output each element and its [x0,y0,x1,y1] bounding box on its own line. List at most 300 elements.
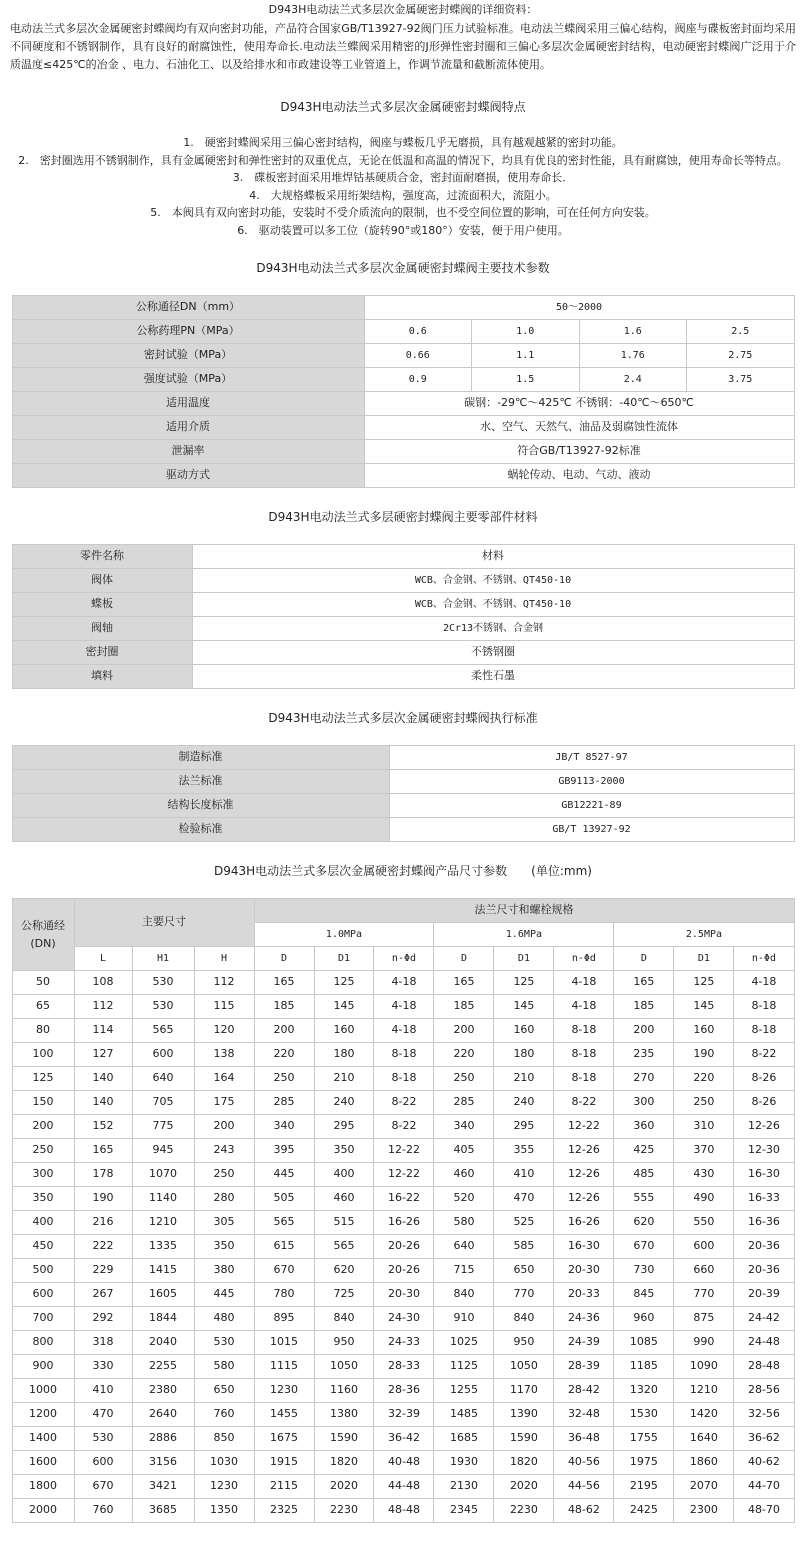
table-cell: 460 [434,1163,494,1187]
part-material: 不锈钢圈 [192,641,794,665]
table-cell: 425 [614,1139,674,1163]
column-header: D [434,947,494,971]
table-cell: 1640 [674,1427,734,1451]
table-cell: 1125 [434,1355,494,1379]
table-cell: 850 [194,1427,254,1451]
table-cell: 1210 [132,1211,194,1235]
table-cell: 48-70 [734,1499,794,1523]
param-value: 2.4 [579,368,687,392]
table-cell: 950 [494,1331,554,1355]
table-cell: 8-18 [554,1067,614,1091]
param-value: 0.6 [364,320,472,344]
table-cell: 165 [74,1139,132,1163]
column-header: n-Φd [554,947,614,971]
table-row [12,440,794,464]
table-cell: 555 [614,1187,674,1211]
table-cell: 114 [74,1019,132,1043]
table-cell: 8-22 [554,1091,614,1115]
table-cell: 220 [434,1043,494,1067]
table-cell: 1605 [132,1283,194,1307]
table-cell: 267 [74,1283,132,1307]
table-cell: 220 [674,1067,734,1091]
table-cell: 160 [674,1019,734,1043]
table-cell: 24-36 [554,1307,614,1331]
table-cell: 660 [674,1259,734,1283]
table-row [12,818,794,842]
table-cell: 8-18 [734,1019,794,1043]
table-cell: 1455 [254,1403,314,1427]
intro-body: 电动法兰式多层次金属硬密封蝶阀均有双向密封功能，产品符合国家GB/T13927-92阀门压力试验标准。电动法兰蝶阀采用三偏心结构，阀座与碟板密封面均采用不同硬度和不锈钢制作，具有良好的耐腐蚀性，使用寿命长.电动法兰蝶阀采用精密的J形弹性密封圈和三偏心多层次金属硬密封结构，电动硬密封蝶阀广泛用于介质温度≤425℃的冶金 、电力、石油化工、以及给排水和市政建设等工业管道上，作调节流量和截断流体使用。 [10,22,796,71]
param-value: 0.9 [364,368,472,392]
table-cell: 300 [614,1091,674,1115]
param-label: 泄漏率 [12,440,364,464]
standards-table [12,745,795,842]
param-value: 碳钢：-29℃～425℃ 不锈钢：-40℃～650℃ [364,392,794,416]
table-cell: 125 [12,1067,74,1091]
table-cell: 28-39 [554,1355,614,1379]
table-row [12,995,794,1019]
table-cell: 8-18 [554,1043,614,1067]
table-cell: 1415 [132,1259,194,1283]
table-cell: 1755 [614,1427,674,1451]
materials-title: D943H电动法兰式多层硬密封蝶阀主要零部件材料 [268,510,538,524]
table-cell: 600 [74,1451,132,1475]
table-cell: 530 [194,1331,254,1355]
part-name: 填料 [12,665,192,689]
param-value: 0.66 [364,344,472,368]
table-cell: 20-30 [554,1259,614,1283]
table-row [12,320,794,344]
table-cell: 200 [194,1115,254,1139]
column-header: L [74,947,132,971]
table-cell: 615 [254,1235,314,1259]
table-cell: 445 [194,1283,254,1307]
table-cell: 138 [194,1043,254,1067]
dn-header: 公称通经(DN) [12,899,74,971]
param-label: 公称通径DN（mm） [12,296,364,320]
table-cell: 12-26 [734,1115,794,1139]
pressure-header: 2.5MPa [614,923,794,947]
table-cell: 1485 [434,1403,494,1427]
table-row [12,1451,794,1475]
table-row [12,1307,794,1331]
table-cell: 285 [254,1091,314,1115]
table-cell: 670 [74,1475,132,1499]
param-label: 适用温度 [12,392,364,416]
table-cell: 160 [314,1019,374,1043]
table-cell: 250 [434,1067,494,1091]
table-cell: 350 [194,1235,254,1259]
standard-value: GB/T 13927-92 [389,818,794,842]
table-cell: 318 [74,1331,132,1355]
table-cell: 1600 [12,1451,74,1475]
column-header: D1 [314,947,374,971]
part-name: 阀体 [12,569,192,593]
table-cell: 200 [614,1019,674,1043]
table-cell: 715 [434,1259,494,1283]
table-cell: 2000 [12,1499,74,1523]
table-cell: 1380 [314,1403,374,1427]
table-cell: 24-48 [734,1331,794,1355]
table-row [12,1427,794,1451]
table-cell: 165 [434,971,494,995]
table-row [12,593,794,617]
table-cell: 36-62 [734,1427,794,1451]
table-cell: 1085 [614,1331,674,1355]
table-cell: 330 [74,1355,132,1379]
standard-label: 法兰标准 [12,770,389,794]
table-cell: 760 [194,1403,254,1427]
table-cell: 520 [434,1187,494,1211]
table-cell: 243 [194,1139,254,1163]
table-cell: 240 [314,1091,374,1115]
table-cell: 185 [254,995,314,1019]
param-value: 2.75 [687,344,795,368]
table-cell: 16-26 [374,1211,434,1235]
param-value: 50～2000 [364,296,794,320]
table-cell: 565 [314,1235,374,1259]
table-cell: 990 [674,1331,734,1355]
table-cell: 1000 [12,1379,74,1403]
table-cell: 180 [314,1043,374,1067]
table-row [12,770,794,794]
param-value: 蜗轮传动、电动、气动、液动 [364,464,794,488]
table-cell: 2345 [434,1499,494,1523]
table-cell: 125 [674,971,734,995]
standard-label: 制造标准 [12,746,389,770]
table-cell: 1140 [132,1187,194,1211]
table-cell: 4-18 [374,971,434,995]
table-cell: 945 [132,1139,194,1163]
table-cell: 410 [494,1163,554,1187]
table-cell: 164 [194,1067,254,1091]
table-cell: 620 [314,1259,374,1283]
table-cell: 840 [434,1283,494,1307]
table-cell: 670 [614,1235,674,1259]
part-name: 阀轴 [12,617,192,641]
table-cell: 565 [254,1211,314,1235]
table-cell: 8-26 [734,1067,794,1091]
table-row [12,1379,794,1403]
table-cell: 705 [132,1091,194,1115]
table-cell: 24-30 [374,1307,434,1331]
table-cell: 600 [132,1043,194,1067]
table-row [12,617,794,641]
table-cell: 3685 [132,1499,194,1523]
table-cell: 20-30 [374,1283,434,1307]
column-header: 零件名称 [12,545,192,569]
table-row [12,416,794,440]
table-cell: 2230 [314,1499,374,1523]
table-cell: 430 [674,1163,734,1187]
table-cell: 770 [674,1283,734,1307]
table-cell: 3156 [132,1451,194,1475]
table-cell: 28-36 [374,1379,434,1403]
table-cell: 895 [254,1307,314,1331]
table-cell: 650 [194,1379,254,1403]
param-value: 符合GB/T13927-92标准 [364,440,794,464]
table-cell: 2070 [674,1475,734,1499]
param-value: 1.6 [579,320,687,344]
column-header: n-Φd [374,947,434,971]
table-cell: 1930 [434,1451,494,1475]
table-cell: 8-18 [734,995,794,1019]
table-row [12,665,794,689]
column-header: D [254,947,314,971]
table-cell: 32-39 [374,1403,434,1427]
table-cell: 1685 [434,1427,494,1451]
param-label: 公称药理PN（MPa） [12,320,364,344]
table-cell: 32-56 [734,1403,794,1427]
table-cell: 20-26 [374,1235,434,1259]
table-row [12,1019,794,1043]
table-cell: 220 [254,1043,314,1067]
table-row [12,1163,794,1187]
table-cell: 145 [494,995,554,1019]
table-cell: 12-26 [554,1187,614,1211]
table-cell: 250 [254,1067,314,1091]
feature-item: 1. 硬密封蝶阀采用三偏心密封结构，阀座与蝶板几乎无磨损，具有越观越紧的密封功能。 [183,136,623,149]
param-label: 适用介质 [12,416,364,440]
table-cell: 36-48 [554,1427,614,1451]
table-row [12,1283,794,1307]
table-cell: 670 [254,1259,314,1283]
table-cell: 565 [132,1019,194,1043]
standard-value: GB9113-2000 [389,770,794,794]
pressure-header: 1.6MPa [434,923,614,947]
table-cell: 950 [314,1331,374,1355]
table-cell: 8-22 [734,1043,794,1067]
table-cell: 24-39 [554,1331,614,1355]
dims-table [12,898,795,1523]
table-cell: 640 [132,1067,194,1091]
table-cell: 210 [314,1067,374,1091]
table-cell: 1860 [674,1451,734,1475]
table-cell: 50 [12,971,74,995]
table-cell: 8-26 [734,1091,794,1115]
table-cell: 216 [74,1211,132,1235]
table-cell: 480 [194,1307,254,1331]
table-row [12,464,794,488]
table-cell: 775 [132,1115,194,1139]
table-cell: 530 [132,995,194,1019]
table-row [12,746,794,770]
dims-title: D943H电动法兰式多层次金属硬密封蝶阀产品尺寸参数 (单位:mm) [214,864,592,878]
table-row [12,368,794,392]
table-row [12,641,794,665]
standard-value: JB/T 8527-97 [389,746,794,770]
table-cell: 20-36 [734,1235,794,1259]
table-cell: 770 [494,1283,554,1307]
table-cell: 875 [674,1307,734,1331]
table-cell: 40-56 [554,1451,614,1475]
table-cell: 910 [434,1307,494,1331]
table-row [12,1475,794,1499]
table-cell: 620 [614,1211,674,1235]
table-row [12,1259,794,1283]
table-cell: 460 [314,1187,374,1211]
table-cell: 2255 [132,1355,194,1379]
table-cell: 1915 [254,1451,314,1475]
pressure-header: 1.0MPa [254,923,434,947]
table-cell: 840 [314,1307,374,1331]
table-cell: 305 [194,1211,254,1235]
table-row [12,1403,794,1427]
table-cell: 165 [614,971,674,995]
table-cell: 48-48 [374,1499,434,1523]
table-cell: 4-18 [374,995,434,1019]
table-cell: 16-30 [734,1163,794,1187]
param-label: 驱动方式 [12,464,364,488]
table-cell: 112 [74,995,132,1019]
table-cell: 1050 [494,1355,554,1379]
table-row [12,569,794,593]
table-cell: 1350 [194,1499,254,1523]
table-cell: 725 [314,1283,374,1307]
table-cell: 380 [194,1259,254,1283]
table-row [12,392,794,416]
table-cell: 450 [12,1235,74,1259]
table-header-row [12,947,794,971]
table-cell: 48-62 [554,1499,614,1523]
table-cell: 285 [434,1091,494,1115]
table-row [12,1091,794,1115]
part-material: 2Cr13不锈钢、合金钢 [192,617,794,641]
table-cell: 1975 [614,1451,674,1475]
table-cell: 1530 [614,1403,674,1427]
table-cell: 65 [12,995,74,1019]
table-cell: 190 [674,1043,734,1067]
table-cell: 410 [74,1379,132,1403]
param-value: 1.76 [579,344,687,368]
table-cell: 1090 [674,1355,734,1379]
table-cell: 2425 [614,1499,674,1523]
table-cell: 40-62 [734,1451,794,1475]
table-cell: 1390 [494,1403,554,1427]
table-cell: 4-18 [554,995,614,1019]
table-cell: 1844 [132,1307,194,1331]
table-cell: 1025 [434,1331,494,1355]
table-cell: 16-26 [554,1211,614,1235]
table-cell: 2040 [132,1331,194,1355]
table-cell: 292 [74,1307,132,1331]
table-cell: 1050 [314,1355,374,1379]
table-cell: 80 [12,1019,74,1043]
table-cell: 1070 [132,1163,194,1187]
table-cell: 200 [12,1115,74,1139]
table-cell: 470 [494,1187,554,1211]
column-header: D1 [494,947,554,971]
table-cell: 185 [434,995,494,1019]
table-cell: 28-33 [374,1355,434,1379]
table-cell: 165 [254,971,314,995]
table-cell: 28-48 [734,1355,794,1379]
table-cell: 2020 [314,1475,374,1499]
table-cell: 44-70 [734,1475,794,1499]
table-cell: 1590 [494,1427,554,1451]
table-cell: 28-42 [554,1379,614,1403]
column-header: D [614,947,674,971]
table-cell: 700 [12,1307,74,1331]
table-cell: 8-18 [374,1067,434,1091]
table-cell: 145 [674,995,734,1019]
table-cell: 2325 [254,1499,314,1523]
table-cell: 2115 [254,1475,314,1499]
table-cell: 585 [494,1235,554,1259]
table-cell: 200 [434,1019,494,1043]
part-name: 密封圈 [12,641,192,665]
table-row [12,344,794,368]
flange-header: 法兰尺寸和螺栓规格 [254,899,794,923]
table-cell: 2230 [494,1499,554,1523]
table-cell: 16-33 [734,1187,794,1211]
param-value: 3.75 [687,368,795,392]
part-material: WCB、合金钢、不锈钢、QT450-10 [192,569,794,593]
table-cell: 229 [74,1259,132,1283]
table-cell: 1160 [314,1379,374,1403]
table-cell: 845 [614,1283,674,1307]
table-row [12,971,794,995]
table-cell: 140 [74,1091,132,1115]
table-cell: 530 [132,971,194,995]
table-cell: 20-26 [374,1259,434,1283]
table-cell: 800 [12,1331,74,1355]
table-cell: 960 [614,1307,674,1331]
table-cell: 185 [614,995,674,1019]
table-cell: 4-18 [554,971,614,995]
table-row [12,794,794,818]
standard-label: 检验标准 [12,818,389,842]
table-cell: 152 [74,1115,132,1139]
table-cell: 4-18 [734,971,794,995]
table-cell: 1030 [194,1451,254,1475]
table-cell: 16-22 [374,1187,434,1211]
table-cell: 8-22 [374,1091,434,1115]
table-cell: 32-48 [554,1403,614,1427]
table-cell: 240 [494,1091,554,1115]
table-cell: 12-30 [734,1139,794,1163]
table-cell: 2380 [132,1379,194,1403]
column-header: n-Φd [734,947,794,971]
table-cell: 1820 [314,1451,374,1475]
table-cell: 180 [494,1043,554,1067]
table-cell: 20-36 [734,1259,794,1283]
table-cell: 400 [314,1163,374,1187]
table-cell: 145 [314,995,374,1019]
table-cell: 250 [194,1163,254,1187]
table-cell: 295 [494,1115,554,1139]
table-cell: 445 [254,1163,314,1187]
table-cell: 485 [614,1163,674,1187]
column-header: H [194,947,254,971]
table-cell: 1170 [494,1379,554,1403]
table-header-row [12,545,794,569]
standard-label: 结构长度标准 [12,794,389,818]
table-cell: 16-30 [554,1235,614,1259]
table-cell: 115 [194,995,254,1019]
standards-title: D943H电动法兰式多层次金属硬密封蝶阀执行标准 [268,711,538,725]
table-cell: 4-18 [374,1019,434,1043]
table-cell: 295 [314,1115,374,1139]
table-cell: 600 [674,1235,734,1259]
feature-item: 4. 大规格蝶板采用绗架结构，强度高，过流面积大，流阻小。 [249,188,557,202]
intro-title: D943H电动法兰式多层次金属硬密封蝶阀的详细资料： [268,3,538,16]
table-cell: 650 [494,1259,554,1283]
table-cell: 2020 [494,1475,554,1499]
table-cell: 405 [434,1139,494,1163]
part-name: 蝶板 [12,593,192,617]
table-cell: 100 [12,1043,74,1067]
